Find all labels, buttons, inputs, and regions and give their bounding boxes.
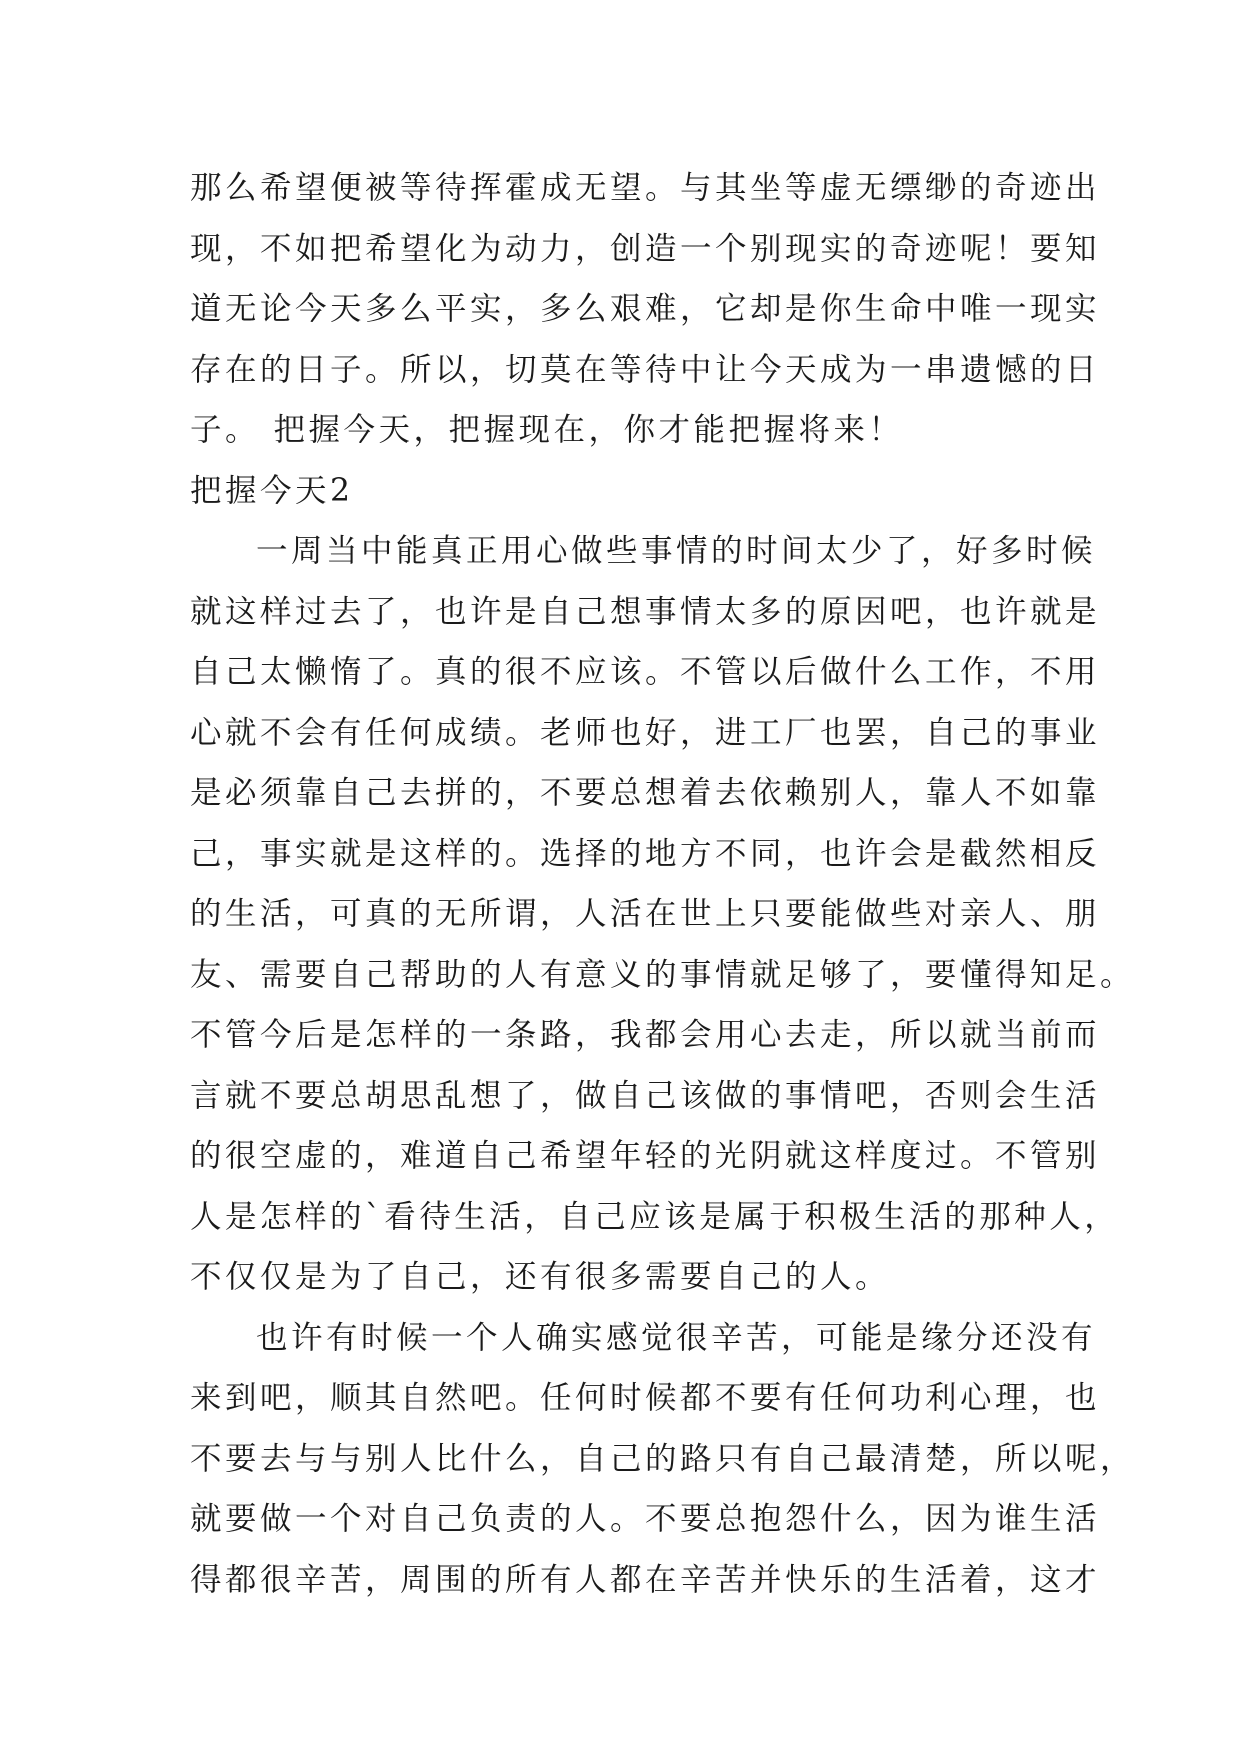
- text-line: 的生活，可真的无所谓，人活在世上只要能做些对亲人、朋: [190, 896, 1101, 932]
- text-line: 现，不如把希望化为动力，创造一个别现实的奇迹呢！要知: [190, 230, 1101, 267]
- text-line: 人是怎样的`看待生活，自己应该是属于积极生活的那种人，: [190, 1198, 1120, 1235]
- text-line: 得都很辛苦，周围的所有人都在辛苦并快乐的生活着，这才: [190, 1561, 1101, 1598]
- text-line: 心就不会有任何成绩。老师也好，进工厂也罢，自己的事业: [190, 714, 1101, 751]
- paragraph-first-line: 也许有时候一个人确实感觉很辛苦，可能是缘分还没有: [256, 1319, 1097, 1356]
- document-body: [190, 158, 1136, 1610]
- text-line: 自己太懒惰了。真的很不应该。不管以后做什么工作，不用: [190, 654, 1101, 690]
- text-line: 己，事实就是这样的。选择的地方不同，也许会是截然相反: [190, 835, 1101, 872]
- text-line: 是必须靠自己去拼的，不要总想着去依赖别人，靠人不如靠: [190, 775, 1101, 811]
- text-line: 的很空虚的，难道自己希望年轻的光阴就这样度过。不管别: [190, 1138, 1101, 1174]
- text-line: 就要做一个对自己负责的人。不要总抱怨什么，因为谁生活: [190, 1501, 1101, 1537]
- paragraph-first-line: 一周当中能真正用心做些事情的时间太少了，好多时候: [256, 533, 1097, 569]
- text-line: 友、需要自己帮助的人有意义的事情就足够了，要懂得知足。: [190, 956, 1136, 993]
- text-line: 子。 把握今天，把握现在，你才能把握将来！: [190, 412, 904, 448]
- text-line: 那么希望便被等待挥霍成无望。与其坐等虚无缥缈的奇迹出: [190, 170, 1101, 206]
- text-line: 就这样过去了，也许是自己想事情太多的原因吧，也许就是: [190, 593, 1101, 630]
- text-line: 不要去与与别人比什么，自己的路只有自己最清楚，所以呢，: [190, 1440, 1136, 1477]
- section-heading: 把握今天2: [190, 472, 354, 509]
- text-line: 存在的日子。所以，切莫在等待中让今天成为一串遗憾的日: [190, 351, 1101, 388]
- text-line: 不仅仅是为了自己，还有很多需要自己的人。: [190, 1259, 891, 1295]
- text-line: 不管今后是怎样的一条路，我都会用心去走，所以就当前而: [190, 1017, 1101, 1053]
- text-line: 道无论今天多么平实，多么艰难，它却是你生命中唯一现实: [190, 291, 1101, 327]
- text-line: 来到吧，顺其自然吧。任何时候都不要有任何功利心理，也: [190, 1380, 1101, 1416]
- text-line: 言就不要总胡思乱想了，做自己该做的事情吧，否则会生活: [190, 1077, 1101, 1114]
